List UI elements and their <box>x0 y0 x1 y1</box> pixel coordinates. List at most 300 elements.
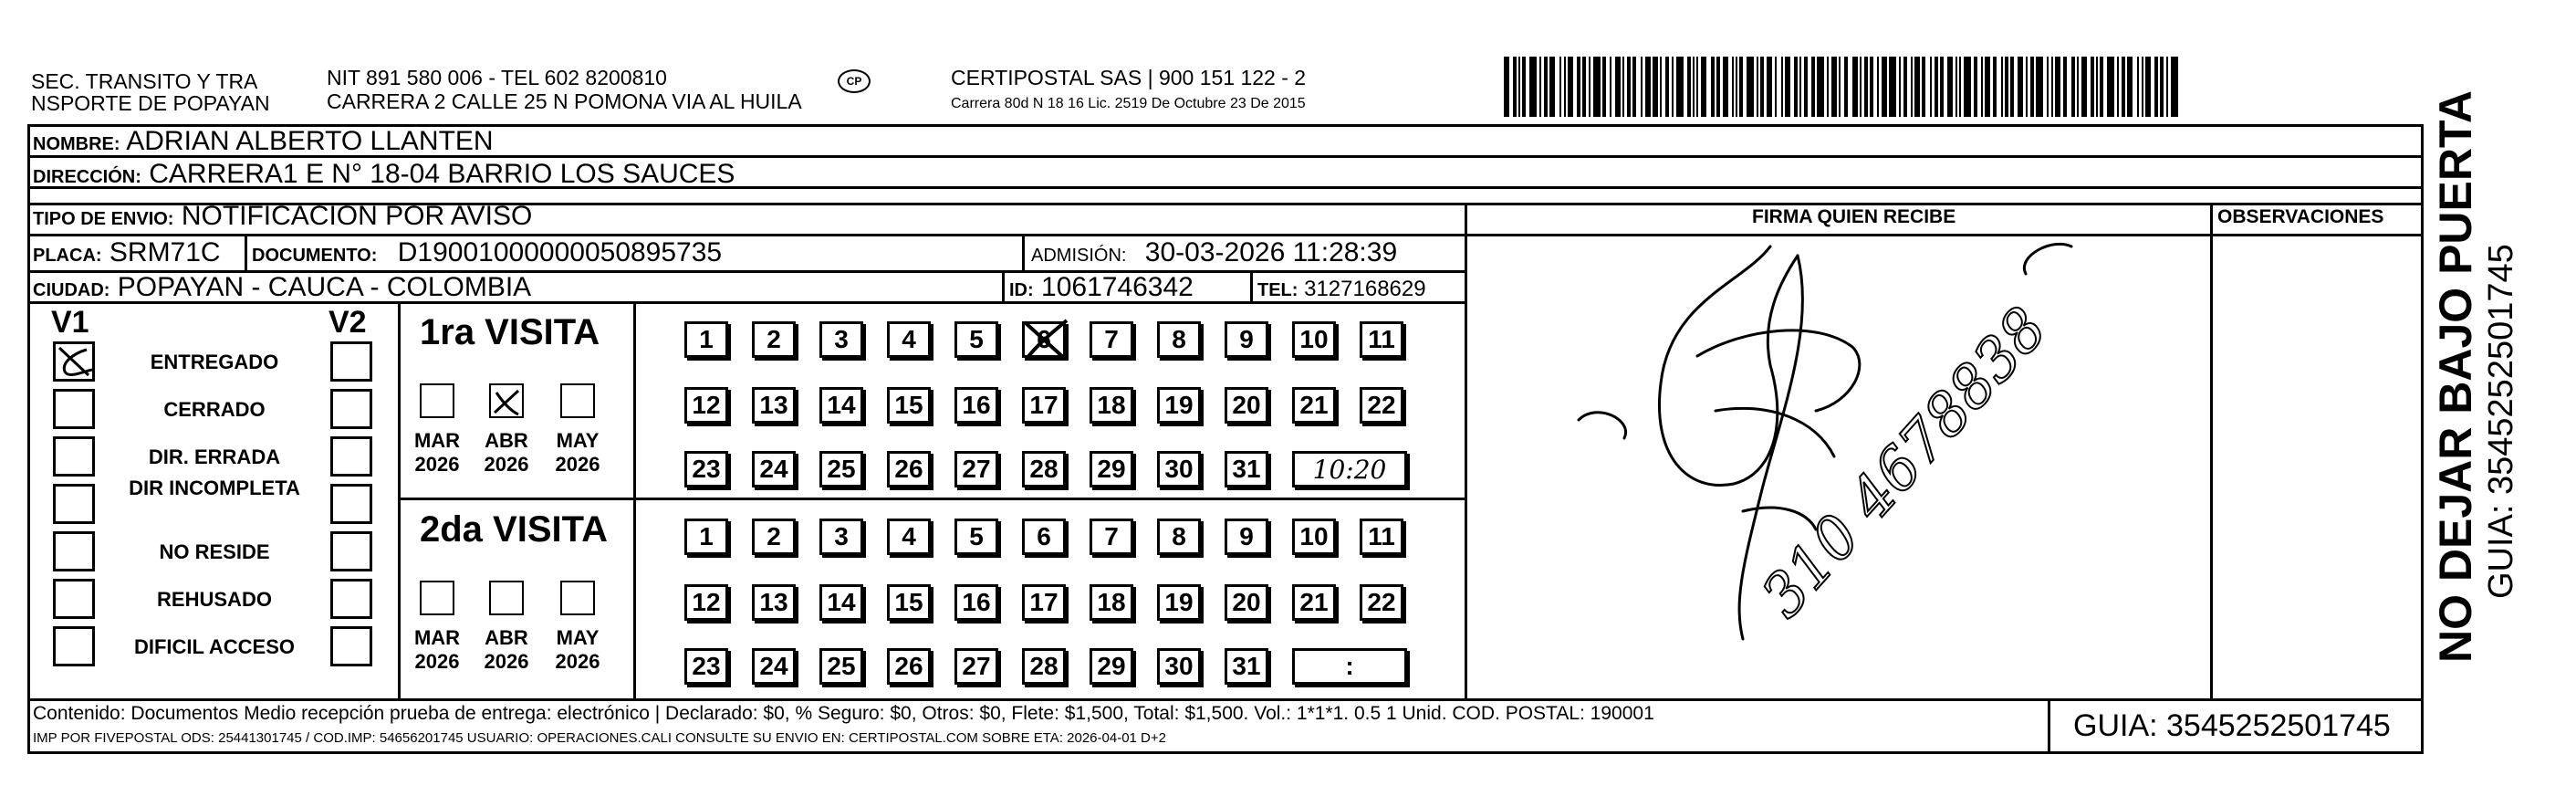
barcode-bar <box>1747 57 1754 117</box>
barcode-bar <box>1852 57 1858 117</box>
day-number: 2 <box>767 325 781 353</box>
address-line: CARRERA 2 CALLE 25 N POMONA VIA AL HUILA <box>327 89 802 113</box>
footer-line-1: Contenido: Documentos Medio recepción prueba de entrega: electrónico | Declarado: $0, % Seguro: $0, Otros: $0, Flete: $1,500, Total: $1,500. Vol.: 1*1*1. 0.5 1 Unid. COD. POSTAL: 190001 <box>33 703 1654 724</box>
barcode-bar <box>1660 57 1662 117</box>
barcode-bar <box>1767 57 1772 117</box>
barcode-bar <box>1529 57 1537 117</box>
day-number: 14 <box>827 391 856 419</box>
day-number: 8 <box>1172 325 1186 353</box>
barcode-bar <box>2145 57 2151 117</box>
month-name: MAR <box>413 429 461 452</box>
status-v1-checkbox[interactable] <box>53 531 95 571</box>
barcode-bar <box>1627 57 1631 117</box>
barcode-bar <box>1860 57 1862 117</box>
barcode-bar <box>1564 57 1566 117</box>
status-v1-checkbox[interactable] <box>53 626 95 666</box>
day-box[interactable] <box>684 451 728 487</box>
barcode-bar <box>1568 57 1573 117</box>
day-number: 1 <box>699 325 714 353</box>
barcode-bar <box>1676 57 1684 117</box>
day-box[interactable] <box>1022 387 1066 424</box>
day-box[interactable] <box>1090 321 1133 358</box>
barcode-bar <box>1877 57 1879 117</box>
day-number: 13 <box>759 588 788 616</box>
barcode-bar <box>2018 57 2023 117</box>
day-number: 31 <box>1232 652 1261 680</box>
barcode-bar <box>2127 57 2133 117</box>
footer-guia: GUIA: 3545252501745 <box>2073 708 2391 743</box>
day-number: 21 <box>1299 588 1329 616</box>
day-box[interactable] <box>954 519 998 555</box>
barcode-bar <box>1610 57 1611 117</box>
barcode-bar <box>1687 57 1691 117</box>
day-number: 5 <box>969 522 984 550</box>
day-box[interactable] <box>819 451 863 487</box>
day-box[interactable] <box>887 519 931 555</box>
day-box[interactable] <box>1360 387 1403 424</box>
barcode-bar <box>1985 57 1990 117</box>
day-number: 11 <box>1368 522 1395 550</box>
barcode-bar <box>1602 57 1606 117</box>
day-box[interactable] <box>684 387 728 424</box>
barcode-bar <box>1844 57 1848 117</box>
barcode-bar <box>1641 57 1643 117</box>
barcode-bar <box>1903 57 1907 117</box>
month-checkbox[interactable] <box>489 383 524 418</box>
month-name: MAY <box>556 626 600 649</box>
day-number: 25 <box>827 455 856 483</box>
barcode-bar <box>2071 57 2075 117</box>
direccion-label: DIRECCIÓN: <box>33 167 141 187</box>
month-name: ABR <box>485 429 528 452</box>
day-box[interactable] <box>887 584 931 621</box>
carrier-line-2: Carrera 80d N 18 16 Lic. 2519 De Octubre 23 De 2015 <box>951 96 1306 111</box>
day-box[interactable] <box>752 519 796 555</box>
barcode-bar <box>1672 57 1674 117</box>
carrier-line-1: CERTIPOSTAL SAS | 900 151 122 - 2 <box>951 66 1307 89</box>
barcode-bar <box>1804 57 1808 117</box>
day-number: 19 <box>1164 588 1194 616</box>
day-number: 14 <box>827 588 856 616</box>
barcode-bar <box>1947 57 1953 117</box>
barcode-bar <box>2137 57 2139 117</box>
day-number: 27 <box>962 455 991 483</box>
day-box[interactable] <box>752 321 796 358</box>
month-label <box>546 626 610 674</box>
day-number: 31 <box>1232 455 1261 483</box>
barcode-bar <box>1522 57 1526 117</box>
barcode-bar <box>1736 57 1737 117</box>
month-label <box>405 626 469 674</box>
barcode-bar <box>1922 57 1925 117</box>
barcode-bar <box>1775 57 1777 117</box>
tel-row <box>1257 274 1426 306</box>
day-box[interactable] <box>1225 648 1268 685</box>
barcode-bar <box>1559 57 1561 117</box>
barcode-bar <box>1839 57 1841 117</box>
firma-header: FIRMA QUIEN RECIBE <box>1752 206 1956 227</box>
day-number: 4 <box>902 325 916 353</box>
direccion-value: CARRERA1 E N° 18-04 BARRIO LOS SAUCES <box>149 159 735 189</box>
day-number: 30 <box>1164 455 1194 483</box>
barcode-bar <box>2036 57 2043 117</box>
barcode-bar <box>1665 57 1669 117</box>
barcode-bar <box>1889 57 1896 117</box>
barcode-bar <box>1696 57 1698 117</box>
month-year: 2026 <box>555 453 600 476</box>
barcode-bar <box>1930 57 1932 117</box>
admision-value: 30-03-2026 11:28:39 <box>1144 237 1398 267</box>
barcode-bar <box>1911 57 1913 117</box>
documento-row <box>252 237 722 271</box>
barcode-bar <box>2063 57 2067 117</box>
barcode-bar <box>1831 57 1837 117</box>
month-year: 2026 <box>414 453 460 476</box>
day-number: 25 <box>827 652 856 680</box>
day-box[interactable] <box>1360 321 1403 358</box>
barcode-bar <box>1645 57 1651 117</box>
day-box[interactable] <box>819 584 863 621</box>
nombre-row <box>33 126 494 160</box>
day-number: 19 <box>1164 391 1194 419</box>
tel-label: TEL: <box>1257 280 1298 300</box>
month-checkbox[interactable] <box>560 383 595 418</box>
documento-label: DOCUMENTO: <box>252 246 378 266</box>
day-number: 5 <box>969 325 984 353</box>
day-box[interactable] <box>887 387 931 424</box>
status-v1-checkbox[interactable] <box>53 436 95 477</box>
day-number: 1 <box>699 522 714 550</box>
month-name: ABR <box>485 626 528 649</box>
barcode-bar <box>2010 57 2014 117</box>
day-number: 12 <box>692 391 721 419</box>
barcode-bar <box>1914 57 1920 117</box>
day-number: 7 <box>1104 325 1119 353</box>
day-box[interactable] <box>1360 519 1403 555</box>
side-guia: GUIA: 3545252501745 <box>2482 244 2520 599</box>
day-box[interactable] <box>1360 584 1403 621</box>
day-number: 9 <box>1239 325 1254 353</box>
day-check-mark <box>1019 317 1072 364</box>
day-number: 22 <box>1367 588 1396 616</box>
day-number: 20 <box>1232 588 1261 616</box>
barcode-bar <box>1693 57 1695 117</box>
barcode-bar <box>1781 57 1783 117</box>
status-label: ENTREGADO <box>150 351 279 373</box>
barcode-bar <box>2030 57 2034 117</box>
day-number: 16 <box>962 588 991 616</box>
month-checkbox[interactable] <box>489 581 524 615</box>
status-v1-checkbox[interactable] <box>53 484 95 524</box>
admision-label: ADMISIÓN: <box>1031 246 1127 266</box>
day-box[interactable] <box>954 648 998 685</box>
day-number: 22 <box>1367 391 1396 419</box>
day-number: 6 <box>1037 522 1051 550</box>
status-label: DIR. ERRADA <box>148 445 281 468</box>
day-box[interactable] <box>1157 648 1201 685</box>
day-number: 10 <box>1299 522 1329 550</box>
day-box[interactable] <box>887 648 931 685</box>
day-box[interactable] <box>1225 584 1268 621</box>
barcode-bar <box>2142 57 2143 117</box>
barcode-bar <box>1899 57 1901 117</box>
month-checkbox[interactable] <box>420 383 454 418</box>
barcode-bar <box>1577 57 1580 117</box>
barcode-bar <box>2100 57 2103 117</box>
day-number: 3 <box>834 325 849 353</box>
day-box[interactable] <box>1022 451 1066 487</box>
direccion-row <box>33 159 735 193</box>
barcode-bar <box>1785 57 1790 117</box>
tipo-row <box>33 201 532 235</box>
barcode-bar <box>1882 57 1887 117</box>
day-box[interactable] <box>684 648 728 685</box>
day-box[interactable] <box>1292 387 1336 424</box>
barcode-bar <box>1518 57 1520 117</box>
day-box[interactable] <box>819 321 863 358</box>
nit-line: NIT 891 580 006 - TEL 602 8200810 <box>327 66 667 89</box>
day-box[interactable] <box>1157 584 1201 621</box>
barcode-bar <box>2107 57 2114 117</box>
barcode-bar <box>2122 57 2125 117</box>
barcode-bar <box>1864 57 1868 117</box>
observaciones-header: OBSERVACIONES <box>2217 206 2384 227</box>
month-year: 2026 <box>555 650 600 673</box>
day-number: 27 <box>962 652 991 680</box>
barcode-bar <box>1732 57 1734 117</box>
barcode-bar <box>1870 57 1873 117</box>
barcode-bar <box>2077 57 2079 117</box>
month-checkbox[interactable] <box>420 581 454 615</box>
month-label <box>475 626 538 674</box>
status-v2-checkbox[interactable] <box>330 626 372 666</box>
day-number: 12 <box>692 588 721 616</box>
barcode-bar <box>1711 57 1715 117</box>
status-v2-checkbox[interactable] <box>330 389 372 429</box>
status-v2-checkbox[interactable] <box>330 436 372 477</box>
barcode-bar <box>1615 57 1621 117</box>
barcode-bar <box>1827 57 1829 117</box>
visit-time-box[interactable] <box>1292 648 1407 685</box>
nombre-value: ADRIAN ALBERTO LLANTEN <box>126 126 494 156</box>
day-box[interactable] <box>684 321 728 358</box>
barcode-bar <box>2005 57 2008 117</box>
day-box[interactable] <box>954 387 998 424</box>
id-value: 1061746342 <box>1041 272 1194 302</box>
day-box[interactable] <box>1090 584 1133 621</box>
barcode-bar <box>1632 57 1636 117</box>
month-year: 2026 <box>484 650 529 673</box>
day-number: 17 <box>1029 391 1059 419</box>
status-v1-checkbox[interactable] <box>53 389 95 429</box>
placa-row <box>33 237 221 271</box>
handwritten-number: 310 4678838 <box>1748 295 2060 631</box>
barcode-bar <box>2166 57 2168 117</box>
barcode-bar <box>2117 57 2119 117</box>
footer-line-2: IMP POR FIVEPOSTAL ODS: 25441301745 / COD.IMP: 54656201745 USUARIO: OPERACIONES.CALI CONSULTE SU ENVIO EN: CERTIPOSTAL.COM SOBRE ETA: 2026-04-01 D+2 <box>33 730 1166 746</box>
day-number: 24 <box>759 455 788 483</box>
month-year: 2026 <box>414 650 460 673</box>
day-number: 20 <box>1232 391 1261 419</box>
day-box[interactable] <box>1090 451 1133 487</box>
barcode-bar <box>2171 57 2178 117</box>
day-number: 28 <box>1029 455 1059 483</box>
status-v2-checkbox[interactable] <box>330 579 372 619</box>
barcode-bar <box>1964 57 1971 117</box>
day-box[interactable] <box>819 519 863 555</box>
day-number: 8 <box>1172 522 1186 550</box>
ciudad-row <box>33 272 531 306</box>
barcode-bar <box>2154 57 2158 117</box>
barcode-bar <box>1716 57 1720 117</box>
status-label: DIFICIL ACCESO <box>133 635 295 658</box>
barcode <box>1504 57 2190 117</box>
day-box[interactable] <box>684 584 728 621</box>
barcode-bar <box>1974 57 1977 117</box>
day-number: 15 <box>894 391 923 419</box>
tipo-label: TIPO DE ENVIO: <box>33 209 174 229</box>
barcode-bar <box>1811 57 1815 117</box>
barcode-bar <box>2055 57 2060 117</box>
day-box[interactable] <box>1157 451 1201 487</box>
day-box[interactable] <box>887 451 931 487</box>
day-box[interactable] <box>684 519 728 555</box>
day-number: 15 <box>894 588 923 616</box>
status-v2-checkbox[interactable] <box>330 531 372 571</box>
month-checkbox[interactable] <box>560 581 595 615</box>
day-box[interactable] <box>1090 519 1133 555</box>
barcode-bar <box>1589 57 1590 117</box>
sender-line-1: SEC. TRANSITO Y TRA <box>31 69 258 93</box>
barcode-bar <box>2001 57 2003 117</box>
tipo-value: NOTIFICACION POR AVISO <box>181 201 533 231</box>
day-box[interactable] <box>1292 519 1336 555</box>
day-number: 10 <box>1299 325 1329 353</box>
day-box[interactable] <box>1292 321 1336 358</box>
day-box[interactable] <box>1022 648 1066 685</box>
admision-row <box>1031 237 1397 271</box>
v2-header: V2 <box>329 305 367 340</box>
barcode-bar <box>1653 57 1658 117</box>
day-box[interactable] <box>819 648 863 685</box>
day-box[interactable] <box>1157 387 1201 424</box>
day-box[interactable] <box>887 321 931 358</box>
placa-value: SRM71C <box>109 237 221 267</box>
day-number: 28 <box>1029 652 1059 680</box>
placa-label: PLACA: <box>33 246 102 266</box>
barcode-bar <box>1799 57 1801 117</box>
day-number: 13 <box>759 391 788 419</box>
day-box[interactable] <box>954 584 998 621</box>
barcode-bar <box>2047 57 2049 117</box>
barcode-bar <box>1955 57 1957 117</box>
barcode-bar <box>2026 57 2028 117</box>
day-number: 29 <box>1097 652 1126 680</box>
tel-value: 3127168629 <box>1304 277 1426 301</box>
status-v1-checkbox[interactable] <box>53 579 95 619</box>
barcode-bar <box>1504 57 1509 117</box>
barcode-bar <box>1544 57 1548 117</box>
day-box[interactable] <box>1225 387 1268 424</box>
day-box[interactable] <box>819 387 863 424</box>
visit-time: : <box>1345 652 1354 680</box>
day-box[interactable] <box>752 584 796 621</box>
day-box[interactable] <box>1090 648 1133 685</box>
day-box[interactable] <box>1225 519 1268 555</box>
day-number: 18 <box>1097 391 1126 419</box>
v1-header: V1 <box>51 305 89 340</box>
day-box[interactable] <box>1292 584 1336 621</box>
barcode-bar <box>1993 57 1997 117</box>
barcode-bar <box>1817 57 1824 117</box>
month-year: 2026 <box>484 453 529 476</box>
barcode-bar <box>1940 57 1944 117</box>
day-box[interactable] <box>1157 321 1201 358</box>
barcode-bar <box>1622 57 1624 117</box>
day-box[interactable] <box>1022 584 1066 621</box>
barcode-bar <box>2091 57 2094 117</box>
status-label: NO RESIDE <box>159 540 270 563</box>
status-label: CERRADO <box>163 398 266 421</box>
month-name: MAR <box>413 626 461 649</box>
day-box[interactable] <box>752 387 796 424</box>
barcode-bar <box>1539 57 1541 117</box>
id-row <box>1009 272 1194 306</box>
handwritten-signature <box>1469 219 2208 694</box>
day-number: 23 <box>692 455 721 483</box>
day-box[interactable] <box>1090 387 1133 424</box>
day-box[interactable] <box>1225 321 1268 358</box>
status-label: DIR INCOMPLETA <box>129 477 300 499</box>
day-box[interactable] <box>954 321 998 358</box>
barcode-bar <box>1582 57 1586 117</box>
status-v1-checkbox[interactable] <box>53 341 95 382</box>
day-number: 17 <box>1029 588 1059 616</box>
day-box[interactable] <box>1157 519 1201 555</box>
status-v2-checkbox[interactable] <box>330 484 372 524</box>
day-number: 26 <box>894 652 923 680</box>
day-number: 7 <box>1104 522 1119 550</box>
barcode-bar <box>2096 57 2098 117</box>
day-number: 6 <box>1037 325 1051 353</box>
day-number: 18 <box>1097 588 1126 616</box>
day-box[interactable] <box>1022 519 1066 555</box>
day-number: 30 <box>1164 652 1194 680</box>
ciudad-value: POPAYAN - CAUCA - COLOMBIA <box>117 272 532 302</box>
barcode-bar <box>1549 57 1555 117</box>
month-name: MAY <box>556 429 600 452</box>
certipostal-logo-icon: CP <box>838 69 871 93</box>
day-box[interactable] <box>1225 451 1268 487</box>
day-number: 16 <box>962 391 991 419</box>
barcode-bar <box>1959 57 1961 117</box>
status-v2-checkbox[interactable] <box>330 341 372 382</box>
day-box[interactable] <box>1022 321 1066 358</box>
month-label <box>405 429 469 477</box>
visit-time-box[interactable] <box>1292 451 1407 487</box>
day-box[interactable] <box>752 648 796 685</box>
day-number: 26 <box>894 455 923 483</box>
day-number: 2 <box>767 522 781 550</box>
month-label <box>546 429 610 477</box>
day-box[interactable] <box>752 451 796 487</box>
barcode-bar <box>1760 57 1764 117</box>
status-label: REHUSADO <box>157 588 272 611</box>
nombre-label: NOMBRE: <box>33 134 120 154</box>
day-box[interactable] <box>954 451 998 487</box>
barcode-bar <box>1723 57 1728 117</box>
barcode-bar <box>1757 57 1758 117</box>
